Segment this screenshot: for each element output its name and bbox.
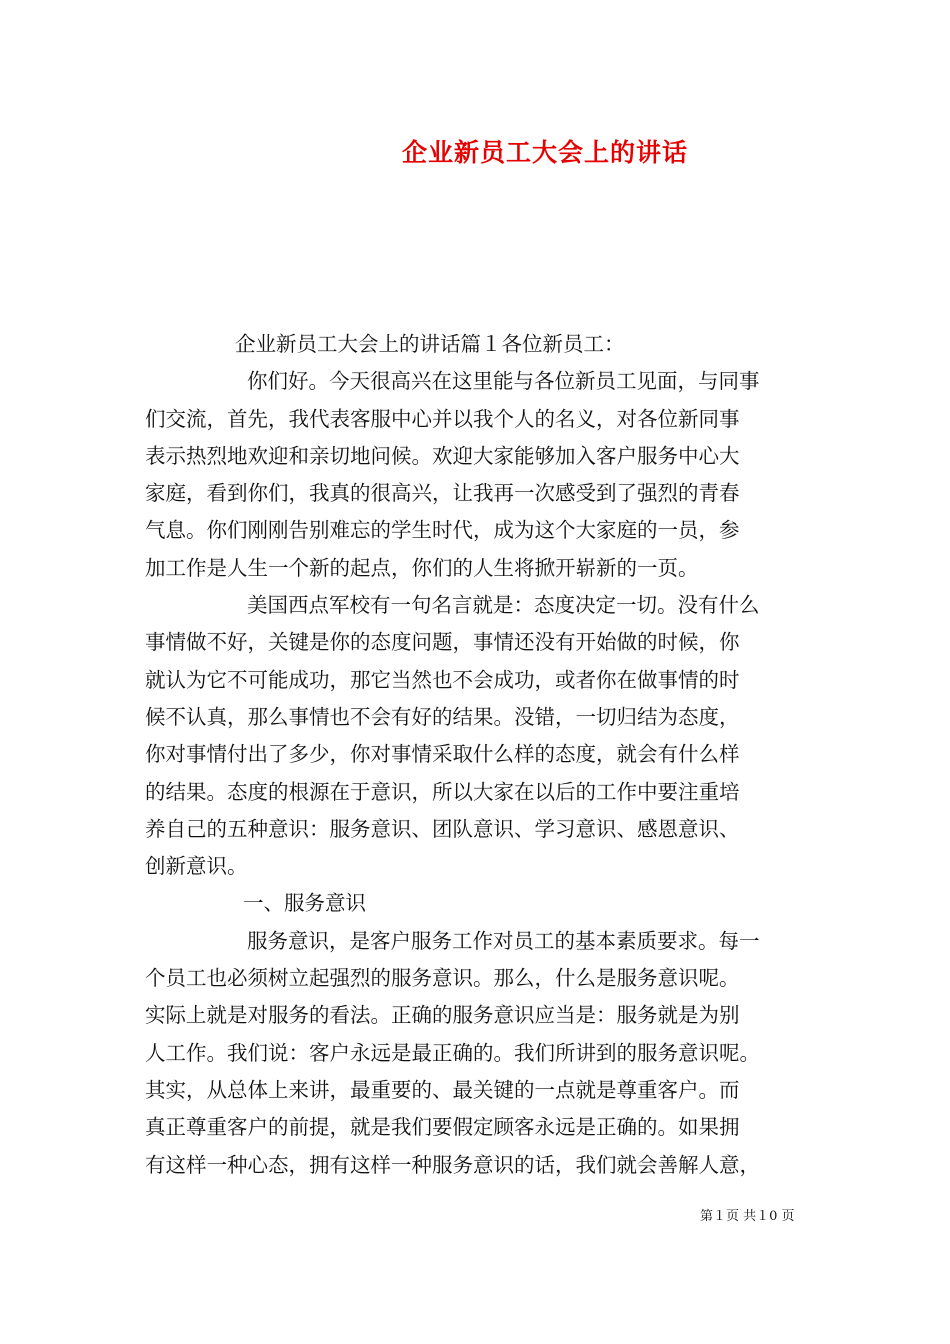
paragraph-line: 美国西点军校有一句名言就是：态度决定一切。没有什么 <box>247 593 760 618</box>
paragraph-line: 你们好。今天很高兴在这里能与各位新员工见面，与同事 <box>247 369 760 394</box>
paragraph-line: 就认为它不可能成功，那它当然也不会成功，或者你在做事情的时 <box>145 667 740 692</box>
paragraph-line: 你对事情付出了多少，你对事情采取什么样的态度，就会有什么样 <box>145 742 740 767</box>
section-heading: 一、服务意识 <box>243 891 366 916</box>
paragraph-line: 企业新员工大会上的讲话篇１各位新员工： <box>235 332 625 356</box>
paragraph-line: 实际上就是对服务的看法。正确的服务意识应当是：服务就是为别 <box>145 1003 740 1028</box>
paragraph-line: 家庭，看到你们，我真的很高兴，让我再一次感受到了强烈的青春 <box>145 481 740 506</box>
paragraph-line: 加工作是人生一个新的起点，你们的人生将掀开崭新的一页。 <box>145 555 699 580</box>
paragraph-line: 创新意识。 <box>145 854 248 879</box>
paragraph-line: 气息。你们刚刚告别难忘的学生时代，成为这个大家庭的一员，参 <box>145 518 740 543</box>
paragraph-line: 真正尊重客户的前提，就是我们要假定顾客永远是正确的。如果拥 <box>145 1115 740 1140</box>
paragraph-line: 候不认真，那么事情也不会有好的结果。没错，一切归结为态度， <box>145 704 740 729</box>
paragraph-line: 服务意识，是客户服务工作对员工的基本素质要求。每一 <box>247 928 760 953</box>
paragraph-line: 养自己的五种意识：服务意识、团队意识、学习意识、感恩意识、 <box>145 816 740 841</box>
paragraph-line: 事情做不好，关键是你的态度问题，事情还没有开始做的时候，你 <box>145 630 740 655</box>
paragraph-line: 有这样一种心态，拥有这样一种服务意识的话，我们就会善解人意， <box>145 1152 760 1177</box>
document-title: 企业新员工大会上的讲话 <box>401 138 688 167</box>
paragraph-line: 人工作。我们说：客户永远是最正确的。我们所讲到的服务意识呢。 <box>145 1040 760 1065</box>
paragraph-line: 个员工也必须树立起强烈的服务意识。那么，什么是服务意识呢。 <box>145 966 740 991</box>
paragraph-line: 表示热烈地欢迎和亲切地问候。欢迎大家能够加入客户服务中心大 <box>145 443 740 468</box>
page-number-footer: 第１页 共１0 页 <box>700 1209 795 1224</box>
paragraph-line: 们交流，首先，我代表客服中心并以我个人的名义，对各位新同事 <box>145 406 740 431</box>
paragraph-line: 的结果。态度的根源在于意识，所以大家在以后的工作中要注重培 <box>145 779 740 804</box>
paragraph-line: 其实，从总体上来讲，最重要的、最关键的一点就是尊重客户。而 <box>145 1077 740 1102</box>
document-body <box>145 326 810 1184</box>
